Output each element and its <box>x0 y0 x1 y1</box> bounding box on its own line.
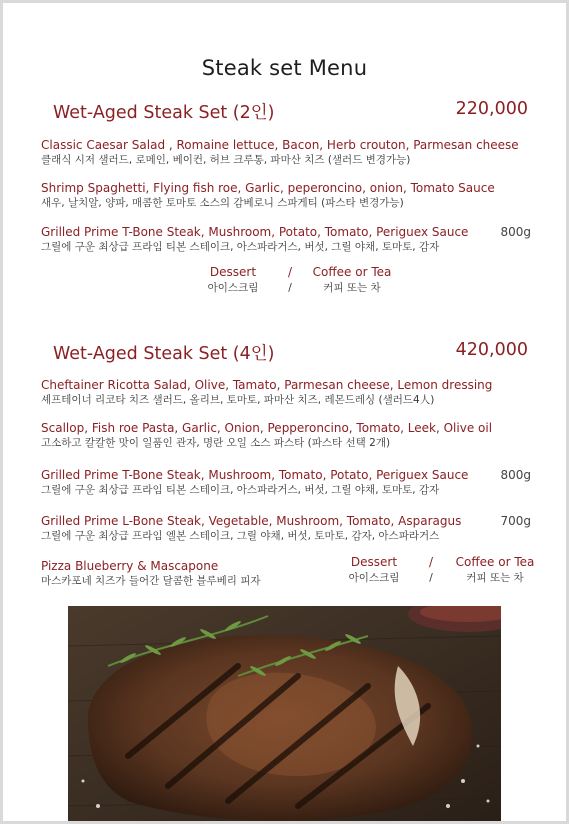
set2-item-salad <box>41 378 531 408</box>
item-name-en: Cheftainer Ricotta Salad, Olive, Tamato, Parmesan cheese, Lemon dressing <box>41 378 493 392</box>
separator: / <box>429 572 433 584</box>
steak-image <box>68 606 501 821</box>
item-name-en: Scallop, Fish roe Pasta, Garlic, Onion, Pepperoncino, Tomato, Leek, Olive oil <box>41 421 493 435</box>
separator: / <box>428 555 434 569</box>
item-weight: 800g <box>500 225 531 239</box>
coffee-label-ko: 커피 또는 차 <box>323 282 381 294</box>
separator: / <box>288 282 292 294</box>
separator: / <box>287 265 293 279</box>
item-weight: 800g <box>500 468 531 482</box>
coffee-label: Coffee or Tea <box>455 555 535 569</box>
set1-extras <box>193 264 397 296</box>
menu-title: Steak set Menu <box>201 56 368 80</box>
dessert-label: Dessert <box>350 555 398 569</box>
steak-photo <box>68 606 501 821</box>
set1-price: 220,000 <box>455 99 528 119</box>
item-name-en: Shrimp Spaghetti, Flying fish roe, Garlic, peperoncino, onion, Tomato Sauce <box>41 181 495 195</box>
set1-title: Wet-Aged Steak Set (2인) <box>53 103 275 123</box>
item-name-ko: 새우, 날치알, 양파, 매콤한 토마토 소스의 감베로니 스파게티 (파스타 변경가능) <box>41 197 404 209</box>
set1-item-pasta <box>41 181 531 211</box>
dessert-label-ko: 아이스크림 <box>348 572 400 584</box>
dessert-label: Dessert <box>209 265 257 279</box>
item-name-ko: 그릴에 구운 최상급 프라임 엘본 스테이크, 그릴 야채, 버섯, 토마토, 감자, 아스파라거스 <box>41 530 440 542</box>
dessert-label-ko: 아이스크림 <box>207 282 259 294</box>
set1-item-salad <box>41 138 531 168</box>
set2-extras <box>334 554 542 586</box>
set2-item-tbone <box>41 468 531 498</box>
coffee-label: Coffee or Tea <box>312 265 392 279</box>
item-name-ko: 고소하고 칼칼한 맛이 일품인 관자, 명란 오일 소스 파스타 (파스타 선택 2개) <box>41 437 391 449</box>
item-name-ko: 클래식 시저 샐러드, 로메인, 베이컨, 허브 크루통, 파마산 치즈 (샐러드 변경가능) <box>41 154 411 166</box>
item-name-en: Grilled Prime T-Bone Steak, Mushroom, Potato, Tomato, Periguex Sauce <box>41 225 469 239</box>
coffee-label-ko: 커피 또는 차 <box>466 572 524 584</box>
item-name-ko: 그릴에 구운 최상급 프라임 티본 스테이크, 아스파라거스, 버섯, 그릴 야채, 토마토, 감자 <box>41 484 440 496</box>
item-name-en: Grilled Prime L-Bone Steak, Vegetable, Mushroom, Tomato, Asparagus <box>41 514 462 528</box>
item-name-en: Grilled Prime T-Bone Steak, Mushroom, Tomato, Potato, Periguex Sauce <box>41 468 469 482</box>
set1-item-steak <box>41 225 531 255</box>
item-name-ko: 마스카포네 치즈가 들어간 달콤한 블루베리 피자 <box>41 575 261 587</box>
item-name-en: Pizza Blueberry & Mascapone <box>41 559 219 573</box>
item-name-ko: 셰프테이너 리코타 치즈 샐러드, 올리브, 토마토, 파마산 치즈, 레몬드레싱 (샐러드4人) <box>41 394 435 406</box>
set2-item-pasta <box>41 421 531 451</box>
item-name-en: Classic Caesar Salad , Romaine lettuce, Bacon, Herb crouton, Parmesan cheese <box>41 138 519 152</box>
set2-item-lbone <box>41 514 531 544</box>
set2-price: 420,000 <box>455 340 528 360</box>
item-weight: 700g <box>500 514 531 528</box>
set2-title: Wet-Aged Steak Set (4인) <box>53 344 275 364</box>
set2-item-pizza <box>41 559 321 589</box>
menu-page <box>3 3 566 821</box>
item-name-ko: 그릴에 구운 최상급 프라임 티본 스테이크, 아스파라거스, 버섯, 그릴 야채, 토마토, 감자 <box>41 241 440 253</box>
